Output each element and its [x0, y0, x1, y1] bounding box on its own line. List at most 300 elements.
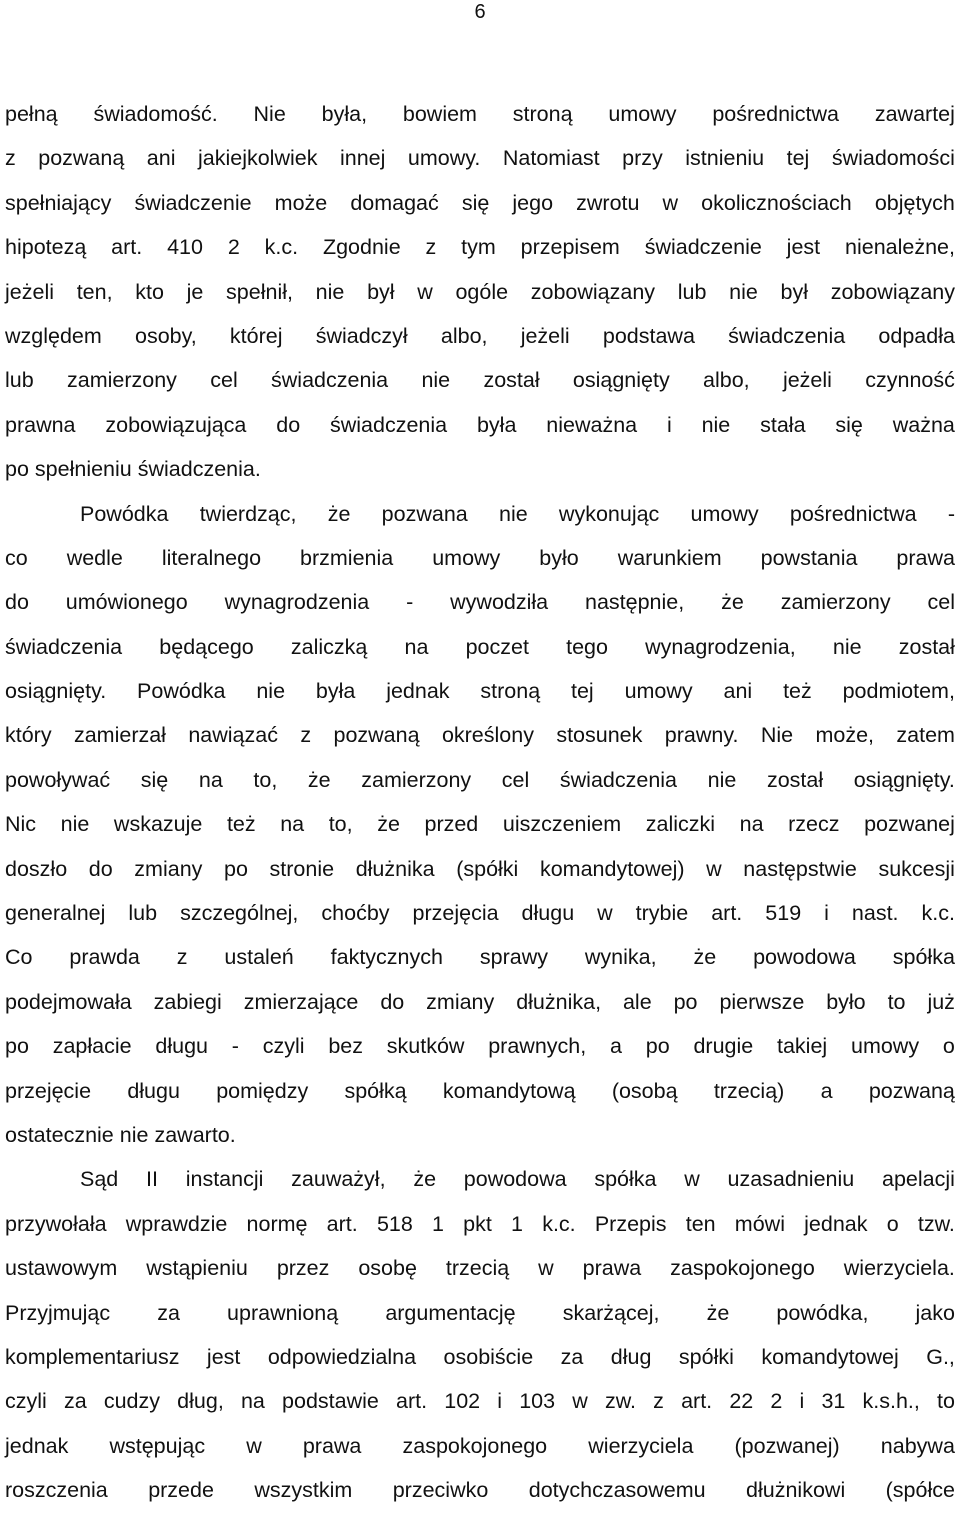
text-word: że [413, 1167, 437, 1192]
text-line [5, 891, 955, 935]
text-word: z [5, 146, 16, 171]
text-word: czyli [5, 1389, 47, 1414]
text-word: w [662, 190, 679, 215]
text-word: bez [328, 1034, 363, 1059]
text-word: Nie [760, 723, 794, 748]
text-word: z [300, 723, 312, 748]
text-line [5, 1291, 955, 1335]
text-word: następnie, [585, 590, 685, 615]
text-word: pozwaną [38, 146, 125, 171]
text-word: rzecz [788, 812, 840, 837]
text-word: skarżącej, [562, 1300, 660, 1325]
text-word: osobę [358, 1256, 417, 1281]
text-word: pośrednictwa [789, 501, 917, 526]
text-word: wprawdzie [125, 1211, 228, 1236]
text-word: określony [441, 723, 534, 748]
text-word: podmiotem, [842, 679, 955, 704]
text-word: poczet [465, 634, 529, 659]
text-line [5, 1335, 955, 1379]
text-word: jakiejkolwiek [197, 146, 318, 171]
text-word: argumentację [385, 1300, 516, 1325]
text-word: pełną [5, 102, 58, 126]
text-word: (pozwanej) [734, 1433, 840, 1458]
text-word: apelacji [881, 1167, 955, 1192]
text-word: faktycznych [330, 945, 443, 970]
text-word: powstania [760, 545, 858, 570]
text-word: to, [253, 767, 278, 792]
text-word: w [246, 1433, 262, 1458]
text-word: art. [326, 1211, 358, 1236]
text-word: tej [786, 146, 810, 171]
text-line [5, 270, 955, 314]
text-line [5, 1246, 955, 1290]
text-word: zw. [604, 1389, 637, 1414]
text-word: zabiegi [153, 989, 222, 1014]
text-word: jego [512, 190, 554, 215]
text-word: dłużnikowi [746, 1478, 846, 1503]
text-word: na [198, 767, 223, 792]
text-word: 22 [729, 1389, 754, 1414]
text-word: Natomiast [502, 146, 600, 171]
text-word: pośrednictwa [712, 102, 840, 126]
text-word: wykonując [558, 501, 660, 526]
text-word: - [947, 501, 955, 526]
text-word: został [483, 368, 540, 393]
text-word: stosunek [556, 723, 643, 748]
text-word: była [476, 412, 517, 437]
text-word: długu [127, 1078, 180, 1103]
text-line [5, 492, 955, 536]
text-word: następstwie [743, 856, 857, 881]
text-word: ostatecznie [5, 1122, 114, 1147]
text-word: brzmienia [300, 545, 394, 570]
text-word: cel [210, 368, 238, 393]
text-word: zamierzony [361, 767, 472, 792]
text-word: Co [5, 945, 33, 970]
text-word: (spółce [885, 1478, 955, 1503]
text-word: na [404, 634, 429, 659]
text-word: że [706, 1300, 730, 1325]
text-word: trzecią [445, 1256, 510, 1281]
text-word: jest [206, 1344, 241, 1369]
text-word: objętych [874, 190, 955, 215]
text-word: powódka, [776, 1300, 869, 1325]
text-word: Nie [253, 102, 286, 126]
text-word: 103 [519, 1389, 556, 1414]
text-word: wywodziła [450, 590, 549, 615]
text-word: hipotezą [5, 235, 87, 260]
text-word: czynność [865, 368, 955, 393]
text-word: już [927, 989, 955, 1014]
text-word: tym [461, 235, 496, 260]
text-line [5, 403, 955, 447]
text-word: art. [396, 1389, 428, 1414]
text-word: po [645, 1034, 670, 1059]
text-word: z [425, 235, 437, 260]
page-number: 6 [474, 1, 486, 23]
text-word: ustaleń [224, 945, 294, 970]
text-word: nieważna [546, 412, 638, 437]
text-word: nie [421, 368, 451, 393]
text-word: dotychczasowemu [528, 1478, 706, 1503]
text-word: o [886, 1211, 899, 1236]
text-word: wstąpieniu [146, 1256, 248, 1281]
text-word: nie [498, 501, 528, 526]
text-word: do [5, 590, 29, 615]
text-line [5, 1379, 955, 1423]
text-word: zmierzające [243, 989, 359, 1014]
text-word: zaliczką [290, 634, 368, 659]
text-word: nienależne, [845, 235, 955, 260]
text-line [5, 1024, 955, 1068]
text-word: sukcesji [878, 856, 955, 881]
text-word: instancji [185, 1167, 264, 1192]
text-word: czyli [262, 1034, 305, 1059]
text-word: nabywa [880, 1433, 955, 1458]
text-word: takiej [777, 1034, 828, 1059]
text-word: przez [276, 1256, 330, 1281]
text-word: Sąd [80, 1167, 119, 1192]
text-word: stroną [480, 679, 541, 704]
text-word: uzasadnieniu [727, 1167, 855, 1192]
text-word: ten, [76, 279, 113, 304]
text-word: wierzyciela [588, 1433, 694, 1458]
text-word: w [572, 1389, 588, 1414]
text-word: to [937, 1389, 955, 1414]
text-word: nie [60, 812, 90, 837]
text-word: Zgodnie [322, 235, 401, 260]
text-word: cel [927, 590, 955, 615]
text-word: uprawnioną [227, 1300, 339, 1325]
text-word: była [315, 679, 356, 704]
text-word: i [824, 901, 829, 926]
text-word: w [684, 1167, 700, 1192]
text-word: roszczenia [5, 1478, 108, 1503]
text-word: lub [128, 901, 158, 926]
text-word: było [826, 989, 866, 1014]
text-word: że [693, 945, 717, 970]
text-word: zawartej [874, 102, 955, 126]
text-word: choćby [321, 901, 390, 926]
text-word: też [783, 679, 812, 704]
text-word: świadczenia [330, 412, 448, 437]
text-word: trybie [635, 901, 689, 926]
text-word: dług, [177, 1389, 224, 1414]
text-word: wskazuje [113, 812, 203, 837]
text-word: było [539, 545, 579, 570]
text-line [5, 225, 955, 269]
text-line [5, 802, 955, 846]
text-word: na [739, 812, 764, 837]
text-word: jeżeli [5, 279, 54, 304]
text-word: jednak [5, 1433, 69, 1458]
text-word: zawarto. [154, 1122, 236, 1147]
text-word: że [721, 590, 744, 615]
text-word: pomiędzy [216, 1078, 309, 1103]
text-word: zapłacie [52, 1034, 132, 1059]
text-word: wstępując [109, 1433, 206, 1458]
text-word: przy [622, 146, 663, 171]
text-word: twierdząc, [199, 501, 297, 526]
text-word: prawna [5, 412, 76, 437]
text-line [5, 92, 955, 136]
text-word: przede [148, 1478, 214, 1503]
text-word: że [377, 812, 400, 837]
text-word: doszło [5, 856, 68, 881]
text-word: k.s.h., [862, 1389, 920, 1414]
text-word: świadczenia. [137, 457, 261, 482]
text-word: zaliczki [645, 812, 716, 837]
text-word: przed [424, 812, 479, 837]
text-word: trzecią) [713, 1078, 785, 1103]
text-word: będącego [159, 634, 254, 659]
text-word: Przyjmując [5, 1300, 111, 1325]
text-word: że [307, 767, 331, 792]
text-word: je [186, 279, 204, 304]
text-line [5, 1468, 955, 1512]
text-word: zamierzony [780, 590, 891, 615]
text-word: umowy [850, 1034, 920, 1059]
text-word: uiszczeniem [502, 812, 622, 837]
text-word: (spółki [456, 856, 519, 881]
text-word: (osobą [611, 1078, 678, 1103]
text-word: prawda [69, 945, 140, 970]
text-line [5, 935, 955, 979]
text-word: mówi [734, 1211, 785, 1236]
text-word: nie [707, 767, 737, 792]
text-word: zaspokojonego [670, 1256, 815, 1281]
text-word: istnieniu [685, 146, 765, 171]
text-word: powodowa [753, 945, 856, 970]
text-word: nie [256, 679, 286, 704]
text-word: innej [339, 146, 386, 171]
text-word: umowy [608, 102, 677, 126]
text-word: wynagrodzenia [224, 590, 370, 615]
text-word: co [5, 545, 28, 570]
text-word: prawa [896, 545, 955, 570]
text-word: Powódka [80, 501, 169, 526]
text-word: świadczenie [644, 235, 762, 260]
text-word: II [146, 1167, 158, 1192]
text-word: nie [729, 279, 758, 304]
text-line [5, 1424, 955, 1468]
text-word: ani [723, 679, 753, 704]
text-line [5, 136, 955, 180]
text-word: świadczenie [134, 190, 252, 215]
text-word: ustawowym [5, 1256, 118, 1281]
text-line [5, 669, 955, 713]
text-word: zwrotu [576, 190, 640, 215]
text-word: Przepis [594, 1211, 667, 1236]
text-word: przejęcie [5, 1078, 92, 1103]
text-word: nie [119, 1122, 149, 1147]
text-word: powodowa [463, 1167, 567, 1192]
text-word: pozwanej [864, 812, 955, 837]
text-word: jeżeli [520, 323, 570, 348]
text-line [5, 181, 955, 225]
text-word: komplementariusz [5, 1344, 180, 1369]
text-word: odpadła [878, 323, 955, 348]
text-word: zamierzony [67, 368, 177, 393]
text-word: stroną [512, 102, 573, 126]
text-word: ani [146, 146, 176, 171]
text-word: za [157, 1300, 180, 1325]
text-word: osoby, [134, 323, 197, 348]
text-word: osobiście [443, 1344, 534, 1369]
text-word: art. [111, 235, 143, 260]
text-word: - [231, 1034, 239, 1059]
text-word: komandytową [442, 1078, 576, 1103]
text-word: umowy [690, 501, 759, 526]
text-word: - [406, 590, 414, 615]
text-word: jednak [804, 1211, 868, 1236]
text-word: ważna [892, 412, 955, 437]
text-word: się [140, 767, 169, 792]
text-word: 518 [376, 1211, 413, 1236]
text-word: i [666, 412, 672, 437]
text-word: ten [685, 1211, 716, 1236]
text-word: 2 [770, 1389, 783, 1414]
text-word: a [820, 1078, 833, 1103]
text-word: długu [521, 901, 575, 926]
text-word: nast. [851, 901, 899, 926]
text-word: prawa [582, 1256, 642, 1281]
text-word: świadomość. [93, 102, 218, 126]
text-line [5, 625, 955, 669]
text-line [5, 1069, 955, 1113]
text-word: prawny. [664, 723, 739, 748]
text-word: to, [328, 812, 353, 837]
text-word: dłużnika, [516, 989, 602, 1014]
text-line [5, 847, 955, 891]
text-word: art. [681, 1389, 713, 1414]
text-word: i [497, 1389, 503, 1414]
text-word: 410 [167, 235, 203, 260]
text-word: cel [501, 767, 530, 792]
text-word: zatem [896, 723, 955, 748]
text-word: do [276, 412, 301, 437]
text-word: osiągnięty. [5, 679, 107, 704]
text-word: osiągnięty [572, 368, 670, 393]
text-word: był [780, 279, 808, 304]
text-word: i [799, 1389, 805, 1414]
text-word: tzw. [917, 1211, 955, 1236]
text-word: stała [760, 412, 806, 437]
text-word: przepisem [520, 235, 620, 260]
text-word: k.c. [921, 901, 955, 926]
text-word: k.c. [264, 235, 299, 260]
text-word: spółką [344, 1078, 407, 1103]
text-word: zauważył, [291, 1167, 386, 1192]
text-word: po [673, 989, 698, 1014]
text-word: świadczenia [271, 368, 389, 393]
text-word: jednak [386, 679, 450, 704]
text-word: w [597, 901, 613, 926]
text-line [5, 713, 955, 757]
text-word: warunkiem [617, 545, 722, 570]
text-word: o [942, 1034, 955, 1059]
text-word: była, [321, 102, 368, 126]
text-word: albo, [703, 368, 750, 393]
text-word: albo, [440, 323, 488, 348]
text-word: art. [711, 901, 743, 926]
text-word: do [380, 989, 405, 1014]
text-word: 1 [432, 1211, 444, 1236]
text-word: pozwaną [868, 1078, 955, 1103]
text-word: spełnił, [226, 279, 293, 304]
text-word: w [706, 856, 722, 881]
text-word: dłużnika [355, 856, 435, 881]
text-word: z [653, 1389, 664, 1414]
text-line [5, 447, 955, 491]
text-word: został [766, 767, 824, 792]
text-word: Powódka [137, 679, 226, 704]
text-word: jest [786, 235, 821, 260]
text-line [5, 1113, 955, 1157]
text-word: umówionego [65, 590, 188, 615]
text-line [5, 358, 955, 402]
text-word: podstawie [282, 1389, 379, 1414]
text-word: wszystkim [254, 1478, 353, 1503]
text-word: normę [246, 1211, 308, 1236]
text-word: nie [701, 412, 731, 437]
text-word: zaspokojonego [402, 1433, 548, 1458]
text-line [5, 980, 955, 1024]
text-word: pozwaną [333, 723, 420, 748]
text-word: na [240, 1389, 265, 1414]
text-word: Nic [5, 812, 37, 837]
text-word: po [5, 1034, 29, 1059]
text-word: zmiany [134, 856, 203, 881]
text-word: szczególnej, [180, 901, 299, 926]
text-word: sprawy [479, 945, 548, 970]
text-word: był [367, 279, 395, 304]
text-word: stronie [269, 856, 335, 881]
text-word: to [887, 989, 906, 1014]
text-word: w [538, 1256, 554, 1281]
text-word: w [417, 279, 433, 304]
text-word: umowy [432, 545, 501, 570]
text-word: został [898, 634, 955, 659]
text-word: lub [677, 279, 707, 304]
text-word: domagać [350, 190, 439, 215]
text-word: generalnej [5, 901, 106, 926]
text-word: wedle [66, 545, 123, 570]
text-word: przywołała [5, 1211, 107, 1236]
text-word: świadomości [831, 146, 955, 171]
text-word: po [5, 457, 29, 482]
text-word: spełnieniu [34, 457, 132, 482]
text-word: nawiązać [188, 723, 278, 748]
text-word: k.c. [542, 1211, 576, 1236]
text-word: skutków [386, 1034, 465, 1059]
text-word: spółka [892, 945, 955, 970]
text-word: drugie [693, 1034, 754, 1059]
text-word: 31 [821, 1389, 846, 1414]
text-word: zamierzał [73, 723, 166, 748]
text-word: pierwsze [719, 989, 805, 1014]
text-word: przeciwko [392, 1478, 489, 1503]
text-word: się [835, 412, 863, 437]
text-line [5, 758, 955, 802]
text-word: tej [571, 679, 594, 704]
text-word: do [88, 856, 113, 881]
text-word: a [610, 1034, 622, 1059]
text-word: świadczył [315, 323, 408, 348]
text-word: lub [5, 368, 34, 393]
text-word: literalnego [161, 545, 262, 570]
text-word: może, [815, 723, 875, 748]
